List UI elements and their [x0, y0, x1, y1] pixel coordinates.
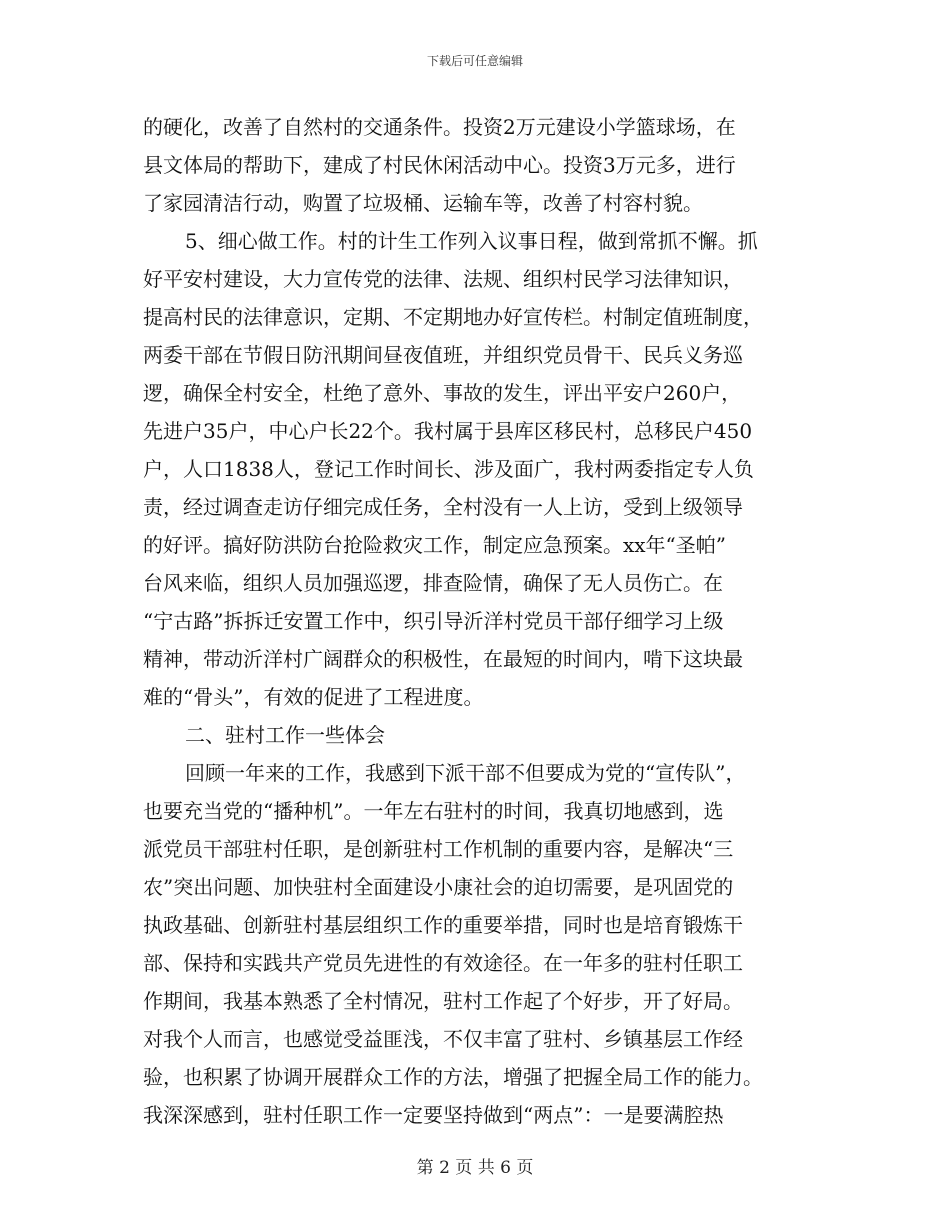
- text-line: 对我个人而言，也感觉受益匪浅，不仅丰富了驻村、乡镇基层工作经: [143, 1027, 743, 1051]
- text-line: 县文体局的帮助下，建成了村民休闲活动中心。投资3万元多，进行: [143, 153, 736, 177]
- text-line: 派党员干部驻村任职，是创新驻村工作机制的重要内容，是解决“三: [143, 837, 734, 861]
- text-line: 的好评。搞好防洪防台抢险救灾工作，制定应急预案。xx年“圣帕”: [143, 533, 727, 557]
- document-body: [143, 108, 803, 1134]
- text-line: 验，也积累了协调开展群众工作的方法，增强了把握全局工作的能力。: [143, 1065, 763, 1089]
- text-line: 执政基础、创新驻村基层组织工作的重要举措，同时也是培育锻炼干: [143, 913, 743, 937]
- page-number: 第 2 页 共 6 页: [416, 1158, 534, 1178]
- text-line: 难的“骨头”，有效的促进了工程进度。: [143, 685, 484, 709]
- text-line: 了家园清洁行动，购置了垃圾桶、运输车等，改善了村容村貌。: [143, 191, 703, 215]
- text-line: 作期间，我基本熟悉了全村情况，驻村工作起了个好步，开了好局。: [143, 989, 743, 1013]
- text-line: 的硬化，改善了自然村的交通条件。投资2万元建设小学篮球场，在: [143, 115, 736, 139]
- page-header: 下载后可任意编辑: [426, 54, 523, 68]
- text-line: 提高村民的法律意识，定期、不定期地办好宣传栏。村制定值班制度，: [143, 305, 763, 329]
- text-line: 农”突出问题、加快驻村全面建设小康社会的迫切需要，是巩固党的: [143, 875, 734, 899]
- text-line: 台风来临，组织人员加强巡逻，排查险情，确保了无人员伤亡。在: [143, 571, 723, 595]
- text-line: 部、保持和实践共产党员先进性的有效途径。在一年多的驻村任职工: [143, 951, 743, 975]
- text-line: 先进户35户，中心户长22个。我村属于县库区移民村，总移民户450: [143, 419, 753, 443]
- paragraph-start-line: 回顾一年来的工作，我感到下派干部不但要成为党的“宣传队”，: [185, 761, 746, 785]
- text-line: 两委干部在节假日防汛期间昼夜值班，并组织党员骨干、民兵义务巡: [143, 343, 743, 367]
- text-line: 责，经过调查走访仔细完成任务，全村没有一人上访，受到上级领导: [143, 495, 743, 519]
- text-line: 好平安村建设，大力宣传党的法律、法规、组织村民学习法律知识，: [143, 267, 743, 291]
- text-line: 逻，确保全村安全，杜绝了意外、事故的发生，评出平安户260户，: [143, 381, 742, 405]
- section-heading: 二、驻村工作一些体会: [185, 723, 385, 747]
- text-line: 也要充当党的“播种机”。一年左右驻村的时间，我真切地感到，选: [143, 799, 724, 823]
- paragraph-start-line: 5、细心做工作。村的计生工作列入议事日程，做到常抓不懈。抓: [185, 229, 758, 253]
- text-line: 我深深感到，驻村任职工作一定要坚持做到“两点”：一是要满腔热: [143, 1103, 724, 1127]
- text-line: 户，人口1838人，登记工作时间长、涉及面广，我村两委指定专人负: [143, 457, 754, 481]
- text-line: 精神，带动沂洋村广阔群众的积极性，在最短的时间内，啃下这块最: [143, 647, 743, 671]
- text-line: “宁古路”拆拆迁安置工作中，织引导沂洋村党员干部仔细学习上级: [143, 609, 724, 633]
